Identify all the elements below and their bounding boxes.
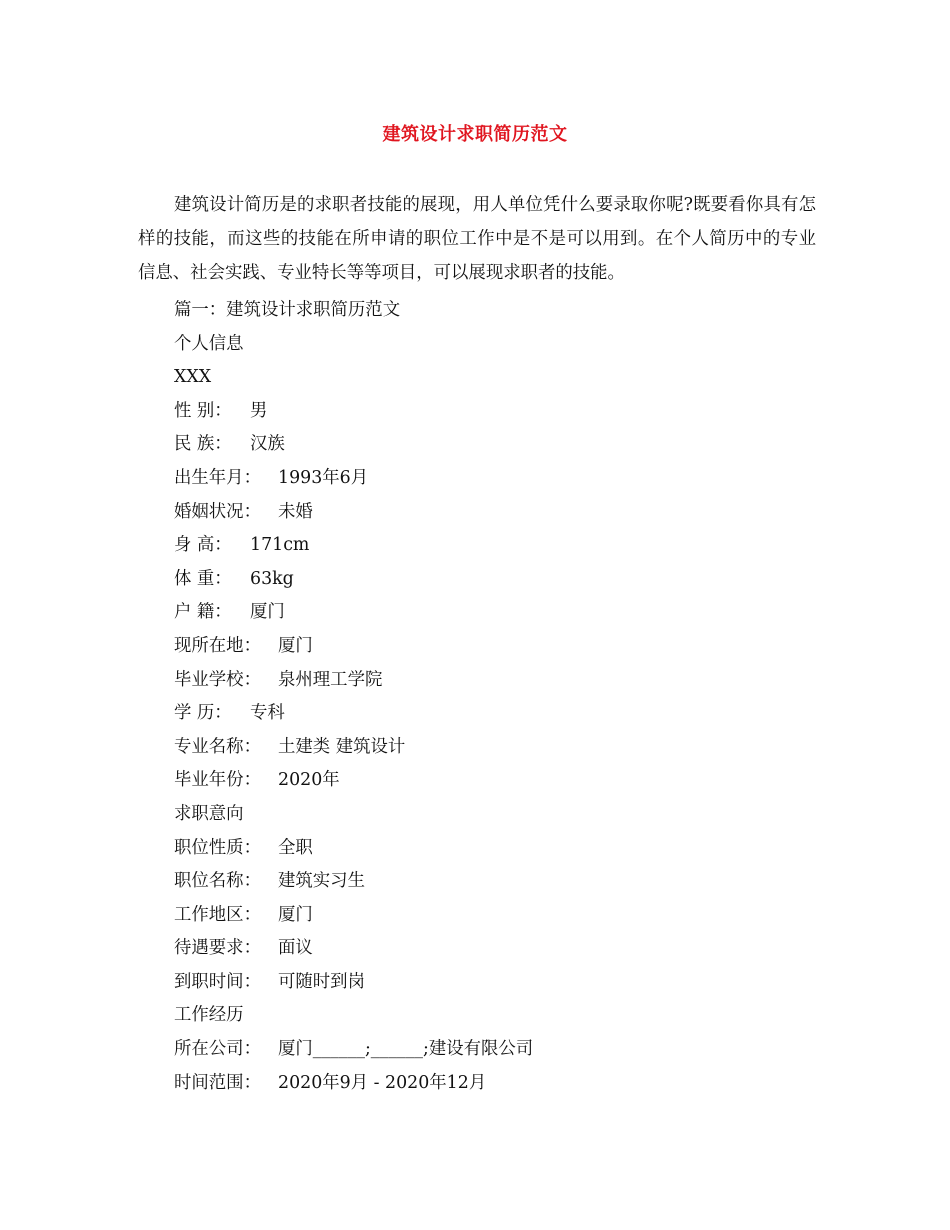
field-label: 时间范围： [174, 1072, 261, 1093]
resume-field-row [174, 462, 814, 496]
resume-line: 工作经历 [174, 1005, 244, 1026]
intro-paragraph: 建筑设计简历是的求职者技能的展现，用人单位凭什么要录取你呢?既要看你具有怎样的技能，而这些的技能在所申请的职位工作中是不是可以用到。在个人简历中的专业信息、社会实践、专业特长等等项目，可以展现求职者的技能。 [138, 195, 816, 283]
field-label: 到职时间： [174, 971, 261, 992]
field-label: 毕业年份： [174, 770, 261, 791]
resume-field-row [174, 832, 814, 866]
field-value: 厦门 [250, 602, 285, 623]
field-value: 专科 [250, 703, 285, 724]
field-value: 泉州理工学院 [278, 669, 383, 690]
field-value: 未婚 [278, 501, 313, 522]
field-label: 所在公司： [174, 1039, 261, 1060]
resume-field-row [174, 1067, 814, 1101]
resume-field-row [174, 966, 814, 1000]
resume-line: 个人信息 [174, 333, 244, 354]
resume-field-row [174, 664, 814, 698]
field-label: 现所在地： [174, 635, 261, 656]
field-label: 出生年月： [174, 467, 261, 488]
field-label: 民 族： [174, 434, 232, 455]
field-value: 厦门______;______;建设有限公司 [278, 1039, 534, 1060]
resume-field-row [174, 630, 814, 664]
resume-line: 求职意向 [174, 803, 244, 824]
resume-field-row [174, 428, 814, 462]
resume-field-row [174, 529, 814, 563]
resume-field-row [174, 496, 814, 530]
field-label: 毕业学校： [174, 669, 261, 690]
field-value: 土建类 建筑设计 [278, 736, 406, 757]
resume-field-row [174, 764, 814, 798]
field-value: 1993年6月 [278, 467, 369, 488]
field-label: 户 籍： [174, 602, 232, 623]
resume-field-row [174, 865, 814, 899]
field-value: 厦门 [278, 635, 313, 656]
resume-field-row [174, 395, 814, 429]
resume-line: 篇一：建筑设计求职简历范文 [174, 300, 401, 320]
field-value: 建筑实习生 [278, 871, 365, 892]
field-value: 2020年9月 - 2020年12月 [278, 1072, 487, 1093]
field-value: 63kg [250, 568, 294, 589]
resume-field-row [174, 932, 814, 966]
field-label: 性 别： [174, 400, 232, 421]
resume-field-row [174, 1033, 814, 1067]
resume-field-row [174, 563, 814, 597]
field-label: 专业名称： [174, 736, 261, 757]
resume-field-row [174, 899, 814, 933]
field-value: 2020年 [278, 770, 340, 791]
field-value: 面议 [278, 938, 313, 959]
field-value: 可随时到岗 [278, 971, 365, 992]
field-value: 全职 [278, 837, 313, 858]
field-label: 待遇要求： [174, 938, 261, 959]
field-label: 学 历： [174, 703, 232, 724]
resume-field-row [174, 596, 814, 630]
document-title: 建筑设计求职简历范文 [382, 124, 568, 145]
field-value: 男 [250, 400, 268, 421]
field-value: 汉族 [250, 434, 285, 455]
field-label: 工作地区： [174, 904, 261, 925]
field-value: 厦门 [278, 904, 313, 925]
field-label: 婚姻状况： [174, 501, 261, 522]
field-label: 身 高： [174, 535, 232, 556]
resume-field-row [174, 731, 814, 765]
resume-line: XXX [174, 367, 212, 388]
resume-field-row [174, 697, 814, 731]
field-value: 171cm [250, 535, 310, 556]
field-label: 职位性质： [174, 837, 261, 858]
field-label: 体 重： [174, 568, 232, 589]
field-label: 职位名称： [174, 871, 261, 892]
resume-lines [174, 294, 814, 1100]
